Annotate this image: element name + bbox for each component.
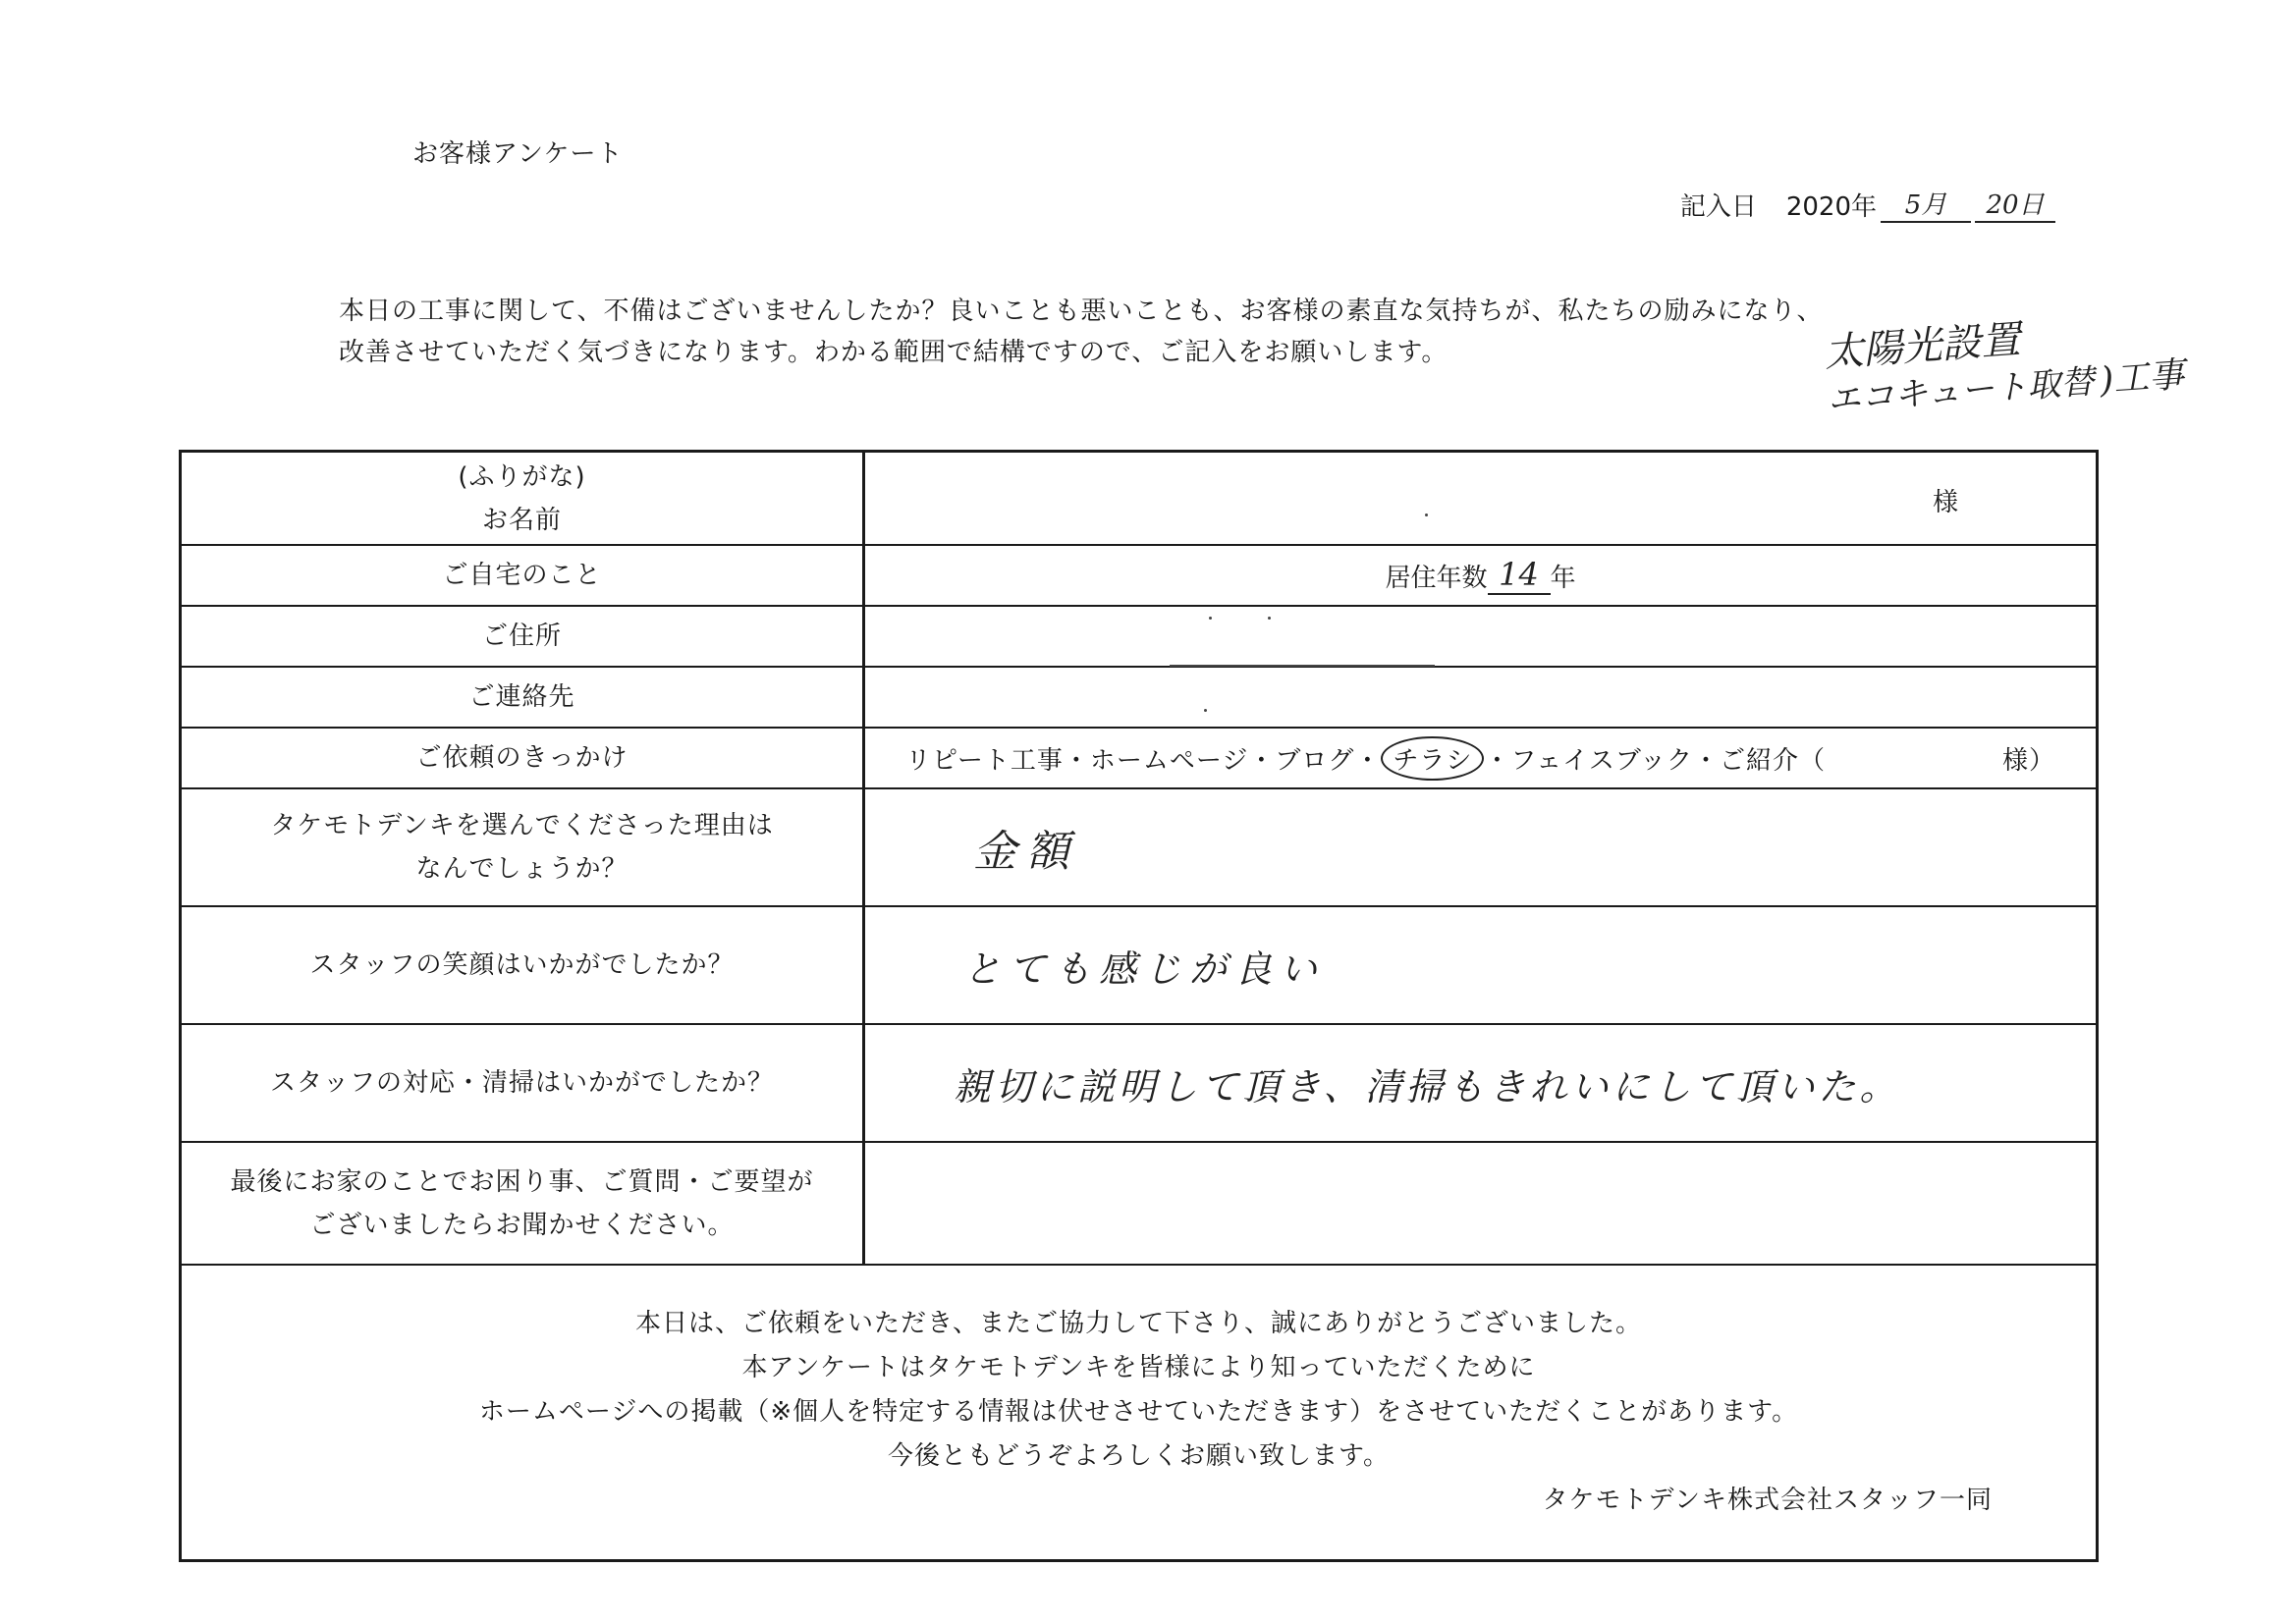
company-signature: タケモトデンキ株式会社スタッフ一同 xyxy=(1542,1486,1993,1515)
requests-label-line-1: 最後にお家のことでお困り事、ご質問・ご要望が xyxy=(230,1166,814,1197)
reason-label-line-1: タケモトデンキを選んでくださった理由は xyxy=(270,811,774,840)
address-field[interactable] xyxy=(865,607,2096,668)
intro-line-2: 改善させていただく気づきになります。わかる範囲で結構ですので、ご記入をお願いします。 xyxy=(339,338,1449,367)
date-label: 記入日 xyxy=(1679,192,1757,222)
service-field[interactable] xyxy=(865,1025,2096,1143)
trigger-label: ご依頼のきっかけ xyxy=(182,729,865,789)
form-title: お客様アンケート xyxy=(412,139,624,169)
name-label: お名前 xyxy=(481,505,562,535)
intro-line-1: 本日の工事に関して、不備はございませんしたか？良いことも悪いことも、お客様の素直な気持ちが、私たちの励みになり、 xyxy=(339,297,1824,326)
trigger-options-close: 様） xyxy=(2002,745,2056,776)
closing-line-4: 今後ともどうぞよろしくお願い致します。 xyxy=(888,1441,1390,1471)
contact-label: ご連絡先 xyxy=(182,668,865,729)
trigger-options[interactable] xyxy=(865,729,2096,789)
smile-label: スタッフの笑顔はいかがでしたか？ xyxy=(182,907,865,1025)
scan-speck xyxy=(1209,617,1212,620)
address-underline xyxy=(1170,665,1435,667)
reason-answer: 金額 xyxy=(973,827,1079,877)
requests-label-cell xyxy=(182,1143,865,1266)
years-value[interactable]: 14 xyxy=(1488,556,1551,595)
entry-date xyxy=(1680,185,2055,223)
intro-text xyxy=(339,291,1823,373)
name-label-cell xyxy=(182,453,865,546)
trigger-options-before: リピート工事・ホームページ・ブログ・ xyxy=(904,745,1382,776)
date-month[interactable]: 5月 xyxy=(1881,185,1971,223)
service-answer: 親切に説明して頂き、清掃もきれいにして頂いた。 xyxy=(954,1064,1901,1109)
service-label: スタッフの対応・清掃はいかがでしたか？ xyxy=(182,1025,865,1143)
requests-field[interactable] xyxy=(865,1143,2096,1266)
smile-answer: とても感じが良い xyxy=(963,947,1326,991)
name-honorific: 様 xyxy=(1932,488,1958,517)
scan-speck xyxy=(1268,617,1271,620)
furigana-label: (ふりがな) xyxy=(458,461,586,492)
smile-field[interactable] xyxy=(865,907,2096,1025)
closing-line-3: ホームページへの掲載（※個人を特定する情報は伏せさせていただきます）をさせていただくことがあります。 xyxy=(478,1397,1799,1427)
reason-field[interactable] xyxy=(865,789,2096,907)
name-field[interactable] xyxy=(865,453,2096,546)
years-unit: 年 xyxy=(1550,563,1576,593)
handwritten-work-note xyxy=(1823,305,2186,424)
reason-label-cell xyxy=(182,789,865,907)
date-day[interactable]: 20日 xyxy=(1975,185,2055,223)
trigger-option-flyer-selected[interactable]: チラシ xyxy=(1381,736,1484,781)
reason-label-line-2: なんでしょうか？ xyxy=(415,854,629,884)
handwritten-note-line-2-text: エコキュート取替 xyxy=(1826,361,2096,420)
closing-line-2: 本アンケートはタケモトデンキを皆様により知っていただくために xyxy=(741,1353,1536,1382)
address-label: ご住所 xyxy=(182,607,865,668)
home-label: ご自宅のこと xyxy=(182,546,865,607)
home-field[interactable] xyxy=(865,546,2096,607)
scan-speck xyxy=(1425,514,1428,516)
survey-table xyxy=(179,450,2099,1562)
contact-field[interactable] xyxy=(865,668,2096,729)
closing-message xyxy=(182,1266,2096,1559)
scan-speck xyxy=(1204,709,1207,712)
closing-line-1: 本日は、ご依頼をいただき、またご協力して下さり、誠にありがとうございました。 xyxy=(635,1309,1642,1338)
handwritten-note-line-3: )工事 xyxy=(2098,354,2186,402)
date-year: 2020年 xyxy=(1785,192,1877,222)
requests-label-line-2: ございましたらお聞かせください。 xyxy=(309,1210,735,1240)
handwritten-note-line-1: 太陽光設置 xyxy=(1823,317,2022,376)
trigger-options-after: ・フェイスブック・ご紹介（ xyxy=(1484,745,1827,776)
years-label: 居住年数 xyxy=(1385,563,1488,593)
